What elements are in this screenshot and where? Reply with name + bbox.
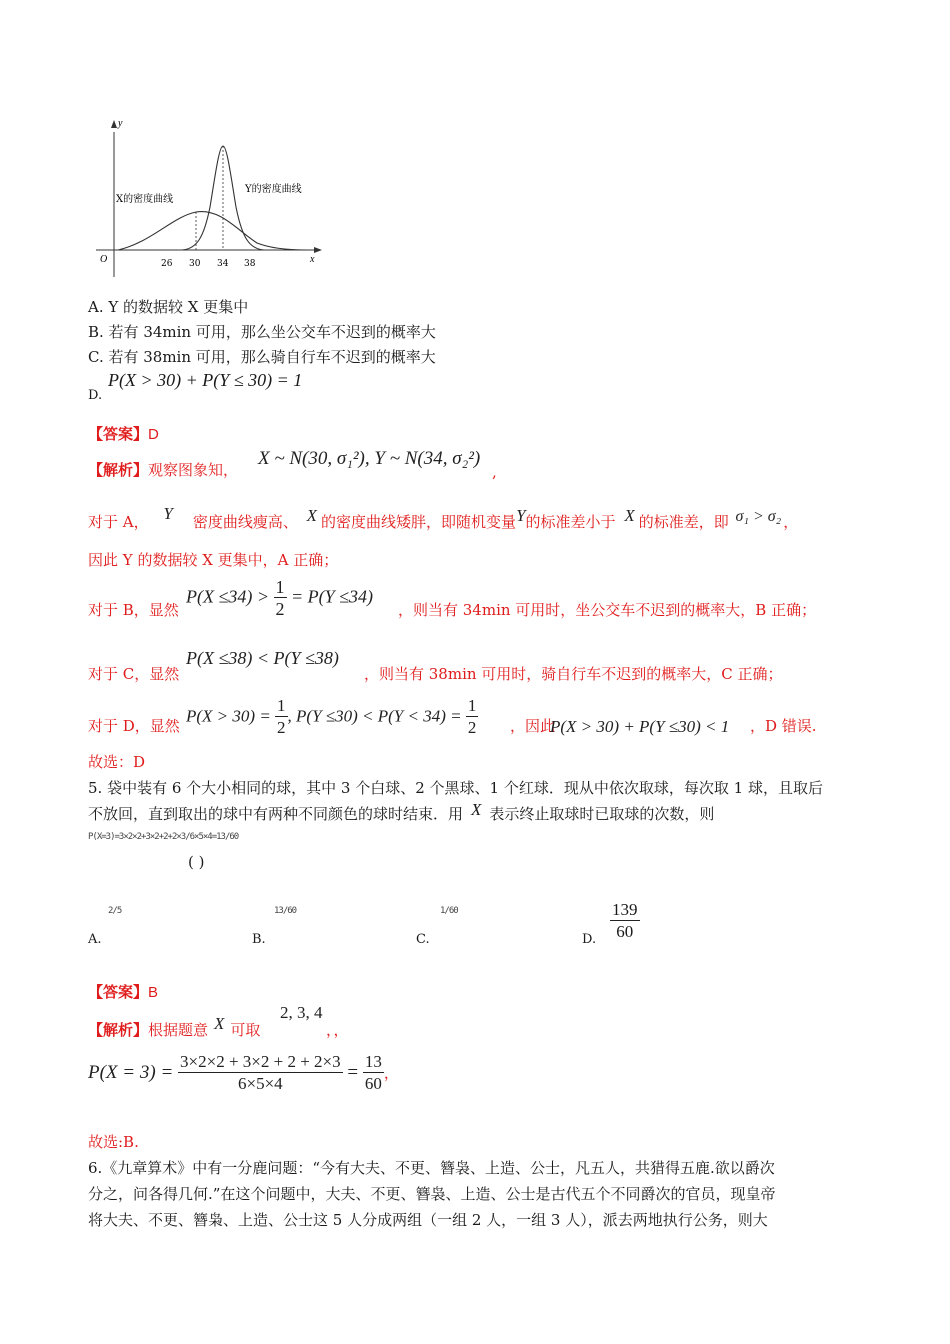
q4-analysis-intro: [88, 460, 238, 480]
q5-stem-line1: 5. 袋中装有 6 个大小相同的球，其中 3 个白球、2 个黑球、1 个红球．现从中依次取球，每次取 1 球，且取后: [88, 779, 823, 797]
formula-num: 3×2×2 + 3×2 + 2 + 2×3: [180, 1052, 341, 1071]
q4-line-c-text: ，则当有 38min 可用时，骑自行车不迟到的概率大，C 正确；: [364, 665, 783, 683]
q5-analysis-part1: 根据题意: [148, 1021, 209, 1039]
q4-line-d-math: [186, 696, 478, 739]
line-a-end: ，: [783, 513, 799, 531]
line-b-math-right: = P(Y ≤34): [291, 586, 374, 607]
formula-result-den: 60: [364, 1074, 382, 1093]
line-a-part3: 的密度曲线矮胖，即随机变量: [321, 513, 517, 531]
line-d-frac1-num: 1: [277, 696, 286, 715]
line-a-sigma-math: σ₁ > σ₂: [735, 508, 782, 525]
origin-label: O: [100, 254, 108, 265]
x-axis-label: x: [310, 254, 315, 265]
line-d-frac2-den: 2: [467, 718, 477, 737]
opt-d-den: 60: [616, 922, 634, 941]
q5-opt-a-image: 2/5: [108, 906, 122, 916]
line-a-part2: 密度曲线瘦高、: [192, 513, 298, 531]
q5-conclusion: 故选:B.: [88, 1133, 139, 1151]
line-a-part1: 对于 A，: [88, 513, 149, 531]
line-a-y-var2: Y: [516, 506, 526, 525]
line-a-part5: 的标准差，即: [638, 513, 729, 531]
q5-formula: [88, 1052, 399, 1095]
q4-comma: ,: [492, 463, 497, 481]
q4-line-b-math: [186, 577, 373, 620]
line-b-frac-num: 1: [275, 577, 285, 597]
q6-line3: 将大夫、不更、簪枭、上造、公士这 5 人分成两组（一组 2 人，一组 3 人），派去两地执行公务，则大: [88, 1211, 768, 1229]
q6-line2: 分之，问各得几何.”在这个问题中，大夫、不更、簪袅、上造、公士是古代五个不同爵次的官员，现皇帝: [88, 1185, 776, 1203]
x-axis-arrow: [314, 247, 322, 253]
q6-line1: 6.《九章算术》中有一分鹿问题：“今有大夫、不更、簪袅、上造、公士，凡五人，共猎得五鹿.欲以爵次: [88, 1159, 775, 1177]
formula-result: [363, 1052, 384, 1095]
q5-opt-c-image: 1/60: [440, 906, 458, 916]
q5-analysis-x-var: X: [214, 1014, 225, 1033]
q4-line-b-label: 对于 B，显然: [88, 601, 179, 619]
q5-opt-b-image: 13/60: [274, 906, 297, 916]
q5-analysis-values: 2, 3, 4: [280, 1003, 323, 1022]
line-a-part4: 的标准差小于: [525, 513, 616, 531]
tick-30: 30: [189, 259, 201, 269]
tick-38: 38: [244, 259, 256, 269]
x-density-curve: [118, 212, 307, 250]
q4-line-c-label: 对于 C，显然: [88, 665, 180, 683]
line-d-frac2-num: 1: [467, 696, 477, 715]
q4-option-c: C. 若有 38min 可用，那么骑自行车不迟到的概率大: [88, 348, 436, 366]
answer-label: 【答案】: [88, 425, 149, 443]
q4-line-b-text: ，则当有 34min 可用时，坐公交车不迟到的概率大，B 正确；: [398, 601, 817, 619]
formula-end: ，: [383, 1065, 399, 1082]
y-axis-arrow: [111, 120, 117, 128]
formula-result-num: 13: [364, 1052, 382, 1071]
q4-option-a: A. Y 的数据较 X 更集中: [88, 298, 249, 316]
q4-option-d-label: D.: [88, 388, 103, 403]
q5-analysis-commas: ，，: [326, 1021, 349, 1039]
q5-stem-paren: ( ): [188, 853, 205, 871]
density-curves-figure: [92, 112, 332, 282]
y-axis-label: y: [118, 118, 123, 129]
line-b-frac-den: 2: [275, 599, 285, 619]
q4-line-d-text2: ，D 错误.: [750, 717, 817, 735]
q4-line-a2: 因此 Y 的数据较 X 更集中，A 正确；: [88, 551, 339, 569]
q4-line-a: [88, 504, 799, 533]
tick-26: 26: [161, 259, 173, 269]
q5-stem2-part1: 不放回，直到取出的球中有两种不同颜色的球时结束．用: [88, 805, 464, 823]
line-d-math1: P(X > 30) =: [186, 706, 271, 726]
q5-answer-value: B: [148, 984, 159, 1001]
line-b-math-left: P(X ≤34) >: [186, 586, 270, 607]
q5-analysis: [88, 1014, 261, 1040]
opt-d-num: 139: [612, 900, 638, 919]
q4-option-d-math: P(X > 30) + P(Y ≤ 30) = 1: [108, 370, 303, 390]
line-d-frac1-den: 2: [277, 718, 286, 737]
q4-line-d-text1: ，因此: [510, 717, 556, 735]
opt-d-frac: [610, 900, 640, 943]
q4-line-d-label: 对于 D，显然: [88, 717, 180, 735]
q5-analysis-label: 【解析】: [88, 1021, 149, 1039]
analysis-intro: 观察图象知，: [148, 461, 239, 479]
q4-conclusion: 故选：D: [88, 753, 146, 771]
q5-stem2-x-var: X: [471, 800, 482, 819]
q5-analysis-part2: 可取: [230, 1021, 261, 1039]
q5-opt-c-label: C.: [416, 932, 430, 947]
line-b-fraction: [274, 577, 287, 620]
x-curve-label: X的密度曲线: [116, 194, 174, 205]
q4-answer: [88, 424, 159, 445]
line-d-fraction2: [466, 696, 479, 739]
answer-value: D: [148, 426, 159, 443]
q5-stem-line2: [88, 800, 715, 824]
formula-fraction: [178, 1052, 343, 1095]
q4-line-d-math3: P(X > 30) + P(Y ≤30) < 1: [550, 717, 730, 736]
q4-line-c-math: P(X ≤38) < P(Y ≤38): [186, 648, 339, 668]
q4-distribution-math: X ~ N(30, σ₁²), Y ~ N(34, σ₂²): [258, 448, 481, 469]
analysis-label: 【解析】: [88, 461, 149, 479]
tick-34: 34: [217, 259, 229, 269]
q5-opt-a-label: A.: [88, 932, 102, 947]
line-a-y-var: Y: [163, 504, 173, 523]
q5-opt-d-fraction: [610, 900, 640, 943]
formula-eq: =: [347, 1061, 359, 1083]
q5-opt-d-label: D.: [582, 932, 597, 947]
formula-lhs: P(X = 3) =: [88, 1061, 174, 1083]
line-a-x-var3: X: [624, 506, 635, 525]
line-a-x-var: X: [306, 506, 318, 525]
line-d-math2: , P(Y ≤30) < P(Y < 34) =: [287, 706, 462, 726]
q5-answer: [88, 982, 158, 1003]
y-curve-label: Y的密度曲线: [245, 184, 302, 195]
q5-stem2-part2: 表示终止取球时已取球的次数，则: [489, 805, 715, 823]
line-d-fraction1: [275, 696, 288, 739]
q5-stem-formula-image: P(X=3)=3×2×2+3×2+2+2×3/6×5×4=13/60: [88, 832, 239, 842]
q4-option-b: B. 若有 34min 可用，那么坐公交车不迟到的概率大: [88, 323, 436, 341]
formula-den: 6×5×4: [237, 1074, 283, 1093]
q5-answer-label: 【答案】: [88, 983, 149, 1001]
q5-opt-b-label: B.: [252, 932, 266, 947]
